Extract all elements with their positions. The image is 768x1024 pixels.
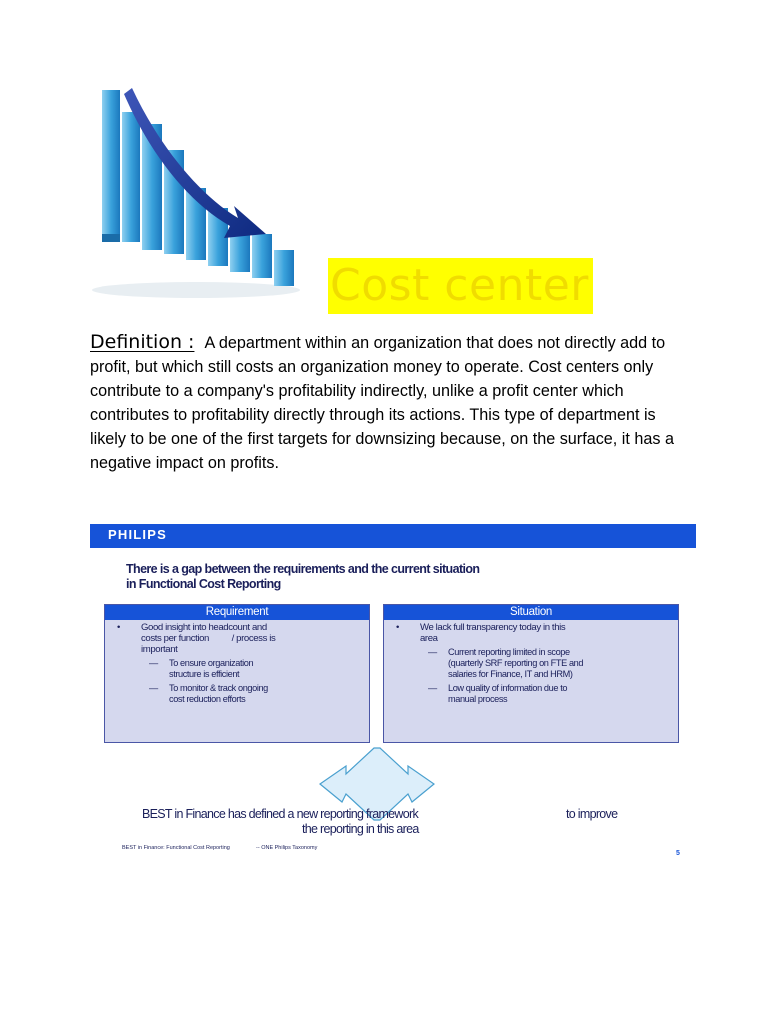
sub-item-text: structure is efficient — [169, 669, 240, 679]
dash-marker: — — [149, 658, 158, 668]
situation-box-title: Situation — [384, 605, 678, 620]
requirement-box — [104, 604, 370, 743]
list-item — [113, 622, 369, 705]
situation-box — [383, 604, 679, 743]
list-item-text: costs per function / process is — [141, 633, 276, 644]
sub-item-text: manual process — [448, 694, 508, 704]
definition-paragraph — [90, 330, 684, 475]
slide-heading-line: There is a gap between the requirements and the current situation — [126, 562, 480, 576]
requirement-box-title: Requirement — [105, 605, 369, 620]
page-title: Cost center — [328, 258, 593, 314]
conclusion-text: BEST in Finance has defined a new reporting framework — [142, 807, 419, 821]
definition-text: A department within an organization that does not directly add to profit, but which still costs an organization money to operate. Cost centers only contribute to a company's profitability indirectly, unlike a profit center which contributes to profitability directly through its actions. This type of department is likely to be one of the first targets for downsizing because, on the surface, it has a negative impact on profits. — [90, 334, 674, 472]
sub-item-text: To ensure organization — [169, 658, 254, 668]
sub-list-item — [149, 658, 369, 680]
slide-page-number: 5 — [676, 850, 680, 857]
dash-marker: — — [428, 647, 437, 657]
conclusion-text: to improve — [566, 807, 618, 821]
sub-list-item — [428, 647, 678, 680]
slide-heading-line: in Functional Cost Reporting — [126, 577, 281, 591]
slide-footnote: -- ONE Philips Taxonomy — [256, 845, 318, 851]
sub-item-text: cost reduction efforts — [169, 694, 246, 704]
sub-item-text: To monitor & track ongoing — [169, 683, 268, 693]
requirement-list — [105, 622, 369, 705]
dash-marker: — — [428, 683, 437, 693]
list-item-text: Good insight into headcount and — [141, 622, 267, 633]
slide-header-bar — [90, 524, 696, 548]
definition-term: Definition : — [90, 331, 195, 353]
list-item — [392, 622, 678, 705]
brand-logo-text: PHILIPS — [108, 527, 167, 542]
sub-item-text: Low quality of information due to — [448, 683, 568, 693]
sub-item-text: Current reporting limited in scope — [448, 647, 570, 657]
sub-list-item — [428, 683, 678, 705]
list-item-text: area — [420, 633, 438, 644]
sub-list — [141, 658, 369, 705]
dash-marker: — — [149, 683, 158, 693]
sub-list-item — [149, 683, 369, 705]
slide-footnote: BEST in Finance: Functional Cost Reporting — [122, 845, 230, 851]
sub-list — [420, 647, 678, 705]
slide-heading — [126, 562, 546, 592]
situation-list — [384, 622, 678, 705]
list-item-text: We lack full transparency today in this — [420, 622, 566, 633]
sub-item-text: salaries for Finance, IT and HRM) — [448, 669, 573, 679]
declining-bar-chart-image — [88, 84, 304, 302]
list-item-text: important — [141, 644, 178, 655]
conclusion-text: the reporting in this area — [302, 822, 419, 836]
embedded-slide — [90, 524, 696, 864]
bullet-marker: • — [396, 622, 399, 633]
bullet-marker: • — [117, 622, 120, 633]
sub-item-text: (quarterly SRF reporting on FTE and — [448, 658, 584, 668]
